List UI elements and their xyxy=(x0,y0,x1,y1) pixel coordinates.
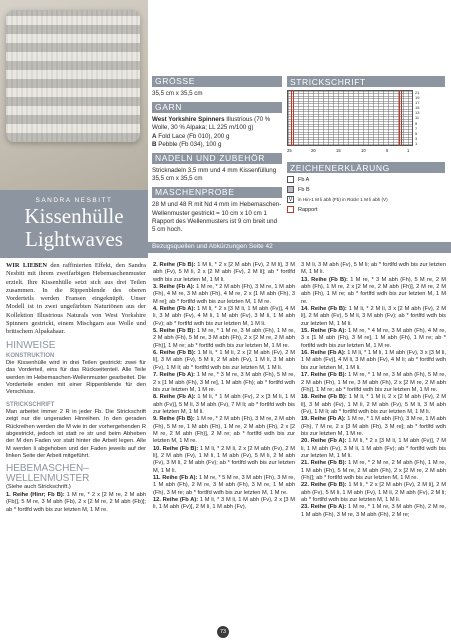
garn-heading: GARN xyxy=(152,102,282,113)
row-instruction: 12. Reihe (Fb A): 1 M li, * 3 M li, 1 M abh (Fv), 2 x [3 M li, 1 M abh (Fv)], 2 M li, 1 M abh (Fv), xyxy=(153,497,295,511)
chart-col-number: 15 xyxy=(336,148,341,153)
cushion-photo xyxy=(0,0,148,258)
text-column-3 xyxy=(301,262,446,519)
row-instruction: 23. Reihe (Fb A): 1 M re, * 1 M re, 3 M abh (Fh), 2 M re, 1 M abh (Fh), 3 M re, 3 M abh (Fh), 2 M re; xyxy=(301,504,446,518)
chart-col-number: 5 xyxy=(386,148,389,153)
row-instruction: 15. Reihe (Fb A): 1 M re, * 4 M re, 3 M abh (Fh), 4 M re, 3 x [1 M abh (Fh), 3 M re], 1 M abh (Fh), 1 M re; ab * fortlfd wdh bis zur letzten M, 1 M re. xyxy=(301,328,446,349)
square-grey-icon xyxy=(287,186,294,193)
row-instruction: 13. Reihe (Fb B): 1 M re, * 3 M abh (Fh), 5 M re, 2 M abh (Fh), 1 M re, 2 x [2 M re, 2 M abh (Fh)], 2 M re, 2 M abh (Fh), 1 M re; ab * fortlfd wdh bis zur letzten M, 1 M re. xyxy=(301,276,446,305)
row-instruction: 16. Reihe (Fb A): 1 M li, * 1 M li, 1 M abh (Fv), 3 x [3 M li, 1 M abh (Fv)], 4 M li, 3 M abh (Fv), 4 M li; ab * fortlfd wdh bis zur letzten M, 1 M li. xyxy=(301,350,446,371)
chart-row-number: 17 xyxy=(415,100,420,106)
materials-info xyxy=(152,72,282,236)
chart-row-number: 21 xyxy=(415,90,420,95)
chart-row-number: 15 xyxy=(415,105,420,111)
row-instruction: 10. Reihe (Fb B): 1 M li, * 2 M li, 2 x [2 M abh (Fv), 2 M li], 2 M abh (Fv), 1 M li, 1 M abh (Fv), 5 M li, 2 M abh (Fv), 3 M li, 2 M abh (Fv); ab * fortlfd wdh bis zur letzten M, 1 M li. xyxy=(153,445,295,474)
zeichen-heading: ZEICHENERKLÄRUNG xyxy=(287,162,445,173)
wellen-heading-1: HEBEMASCHEN– xyxy=(6,463,89,475)
row-instruction: 14. Reihe (Fb B): 1 M li, * 2 M li, 3 x [2 M abh (Fv), 2 M li], 2 M abh (Fv), 5 M li, 3 M abh (Fv); ab * fortlfd wdh bis zur letzten M, 1 M li. xyxy=(301,306,446,327)
chart-grid xyxy=(287,90,413,146)
chart-row-number: 19 xyxy=(415,95,420,101)
row-instruction: 4. Reihe (Fb A): 1 M li, * 2 x [3 M li, 1 M abh (Fv)], 4 M li, 3 M abh (Fv), 4 M li, 1 M abh (Fv), 3 M li, 1 M abh (Fv); ab * fortlfd wdh bis zur letzten M, 1 M li. xyxy=(153,306,296,327)
nadeln-text: Stricknadeln 3,5 mm und 4 mm Kissenfüllung 35,5 cm x 35,5 cm xyxy=(152,167,277,183)
slip-stitch-icon: V xyxy=(288,197,293,203)
strickschrift-heading: STRICKSCHRIFT xyxy=(287,76,445,87)
legend-rapport: Rapport xyxy=(287,206,445,213)
rapport-line-right xyxy=(399,90,402,146)
bezugsquellen-bar: Bezugsquellen und Abkürzungen Seite 42 xyxy=(148,242,451,253)
legend xyxy=(287,162,445,213)
row-instruction: 11. Reihe (Fb A): 1 M re, * 5 M re, 3 M abh (Fh), 3 M re, 1 M abh (Fh), 2 M re, 3 M abh (Fh), 3 M re, 1 M abh (Fh), 3 M re; ab * fortlfd wdh bis zur letzten M, 1 M re. xyxy=(153,474,295,496)
strickschrift-subheading: STRICKSCHRIFT xyxy=(6,401,55,408)
chart-row-number: 3 xyxy=(415,135,418,141)
wellen-heading-2: WELLENMUSTER xyxy=(6,473,90,485)
row-instruction: 6. Reihe (Fb B): 1 M li, * 1 M li, 2 x [2 M abh (Fv), 2 M li], 3 M abh (Fv), 5 M li, 2 M abh (Fv), 1 M li, 3 M abh (Fv), 1 M li; ab * fortlfd wdh bis zur letzten M, 1 M li. xyxy=(153,350,296,371)
knitting-chart xyxy=(287,90,427,153)
row-instruction: 9. Reihe (Fb B): 1 M re, * 2 M abh (Fh), 3 M re, 2 M abh (Fh), 5 M re, 1 M abh (Fh), 1 M re, 2 M abh (Fh), 2 x [2 M re, 2 M abh (Fh)], 2 M re; ab * fortlfd wdh bis zur letzten M, 1 M re. xyxy=(153,416,295,445)
row-instruction: 2. Reihe (Fb B): 1 M li, * 2 x [2 M abh (Fv), 2 M li], 3 M abh (Fv), 5 M li, 2 x [2 M abh (Fv), 2 M li]; ab * fortlfd wdh bis zur letzten M, 1 M li. xyxy=(153,262,296,283)
maschenprobe-text: 28 M und 48 R mit Nd 4 mm im Hebemaschen-Wellenmuster gestrickt = 10 cm x 10 cm 1 Rapport des Wellenmusters ist 9 cm breit und 5 cm hoch. xyxy=(152,201,282,234)
konstruktion-text: Die Kissenhülle wird in drei Teilen gestrickt: zwei für das Vorderteil, eins für das Rückseitenteil. Alle Teile werden im Hebemaschen-Wellenmuster gearbeitet. Die Vorderteile enden mit einer Rippenblende für den Verschluss. xyxy=(6,360,146,396)
text-column-2 xyxy=(153,262,295,512)
chart-row-numbers xyxy=(415,90,419,146)
row-instruction: 18. Reihe (Fb B): 1 M li, * 1 M li, 2 x [2 M abh (Fv), 2 M li], 3 M abh (Fv), 1 M li, 2 M abh (Fv), 5 M li, 3 M abh (Fv), 1 M li; ab * fortlfd wdh bis zur letzten M, 1 M li. xyxy=(301,394,446,415)
maschenprobe-heading: MASCHENPROBE xyxy=(152,187,282,198)
nadeln-heading: NADELN UND ZUBEHÖR xyxy=(152,153,282,164)
legend-fb-a: Fb A xyxy=(287,176,445,183)
rapport-icon xyxy=(287,206,294,213)
row-instruction: 21. Reihe (Fb B): 1 M re, * 2 M re, 2 M abh (Fh), 1 M re, 1 M abh (Fh), 5 M re, 2 M abh (Fh), 2 x [2 M re, 2 M abh (Fh)]; ab * fortlfd wdh bis zur letzten M, 1 M re. xyxy=(301,460,446,481)
pattern-title-line2: Lightwaves xyxy=(25,227,123,251)
pattern-title-line1: Kissenhülle xyxy=(24,204,124,228)
hinweise-heading: HINWEISE xyxy=(6,339,56,351)
chart-row-number: 1 xyxy=(415,140,418,146)
row-instruction: 20. Reihe (Fb A): 1 M li, * 2 x [3 M li, 1 M abh (Fv)], 7 M li, 1 M abh (Fv), 3 M li, 1 M abh (Fv); ab * fortlfd wdh bis zur letzten M, 1 M li. xyxy=(301,438,446,459)
chart-col-number: 10 xyxy=(361,148,366,153)
row-instruction: 17. Reihe (Fb B): 1 M re, * 1 M re, 3 M abh (Fh), 5 M re, 2 M abh (Fh), 1 M re, 3 M abh (Fh), 2 x [2 M re, 2 M abh (Fh)], 1 M re; ab * fortlfd wdh bis zur letzten M, 1 M re. xyxy=(301,372,446,393)
chart-column xyxy=(287,72,445,216)
square-white-icon xyxy=(287,176,294,183)
konstruktion-heading: KONSTRUKTION xyxy=(6,352,55,359)
groesse-text: 35,5 cm x 35,5 cm xyxy=(152,90,203,97)
row-1-instruction: 1. Reihe (Hinr; Fb B): 1 M re, * 2 x [2 M re, 2 M abh (Fb)], 5 M re, 3 M abh (Fb), 2 x [2 M re, 2 M abh (Fb)]; ab * fortlfd wdh bis zur letzten M, 1 M re. xyxy=(6,491,146,513)
chart-col-number: 25 xyxy=(287,148,292,153)
intro-paragraph: WIR LIEBEN den raffinierten Effekt, den Sandra Nesbitt mit ihrem zweifarbigen Hebemaschenmuster erzielt. Ihre Kissenhülle setzt sich aus drei Teilen zusammen. In die Rippenblende des oberen Vorderteils werden Fransen eingeknüpft. Unser Modell ist in zwei ungefärbten Naturtönen aus der Kollektion Illustrious Naturals von West Yorkshire Spinners gestrickt, einem Mischgarn aus Wolle und britischem Alpakahaar. xyxy=(6,262,146,336)
chart-row-number: 5 xyxy=(415,130,418,136)
legend-slip: V in Hin-1 M li abh (Fb) in Rückr 1 M li abh (V) xyxy=(288,197,388,203)
chart-row-number: 7 xyxy=(415,125,418,131)
row-instruction: 8. Reihe (Fb A): 1 M li, * 1 M abh (Fv), 2 x [3 M li, 1 M abh (Fv)], 5 M li, 3 M abh (Fv), 7 M li; ab * fortlfd wdh bis zur letzten M, 1 M li. xyxy=(153,394,295,415)
row-instruction: 5. Reihe (Fb B): 1 M re, * 1 M re, 3 M abh (Fh), 1 M re, 2 M abh (Fh), 5 M re, 3 M abh (Fh), 2 x [2 M re, 2 M abh (Fh)], 1 M re; ab * fortlfd wdh bis zur letzten M, 1 M re. xyxy=(153,328,295,349)
row-12-continuation: 3 M li, 3 M abh (Fv), 5 M li; ab * fortlfd wdh bis zur letzten M, 1 M li. xyxy=(301,262,446,276)
chart-row-number: 9 xyxy=(415,120,418,126)
rapport-line-left xyxy=(291,90,294,146)
chart-col-number: 20 xyxy=(311,148,316,153)
row-instruction: 22. Reihe (Fb B): 1 M li, * 2 x [2 M abh (Fv), 2 M li], 2 M abh (Fv), 5 M li, 1 M abh (Fv), 1 M li, 2 M abh (Fv), 2 M li; ab * fortlfd wdh bis zur letzten M, 1 M li. xyxy=(301,482,446,503)
row-instruction: 3. Reihe (Fb A): 1 M re, * 2 M abh (Fh), 3 M re, 1 M abh (Fh), 4 M re, 3 M abh (Fh), 4 M re, 2 x [1 M abh (Fh), 3 M re]; ab * fortlfd wdh bis zur letzten M, 1 M re. xyxy=(153,284,296,305)
wellen-intro: (Siehe auch Strickschrift.) xyxy=(6,484,71,491)
row-instruction: 7. Reihe (Fb A): 1 M re, * 3 M re, 3 M abh (Fh), 5 M re, 2 x [1 M abh (Fh), 3 M re], 1 M abh (Fh); ab * fortlfd wdh bis zur letzten M, 1 M re. xyxy=(153,372,295,393)
page-number: 73 xyxy=(217,626,229,638)
groesse-heading: GRÖSSE xyxy=(152,76,282,87)
text-column-1 xyxy=(6,262,146,514)
garn-text: West Yorkshire Spinners Illustrious (70 % Wolle, 30 % Alpaka; LL 225 m/100 g) A Fold Lace (Fb 010), 200 g B Pebble (Fb 034), 100 g xyxy=(152,116,271,148)
pattern-title-block xyxy=(0,197,148,250)
legend-fb-b: Fb B xyxy=(287,186,445,193)
strickschrift-text: Man arbeitet immer 2 R in jeder Fb. Die Strickschrift zeigt nur die ungeraden Hinreihen. In den geraden Rückreihen werden die M wie in der vorhergehenden R abgestrickt, jedoch ist statt re str und beim Abheben der M den Faden vor statt hinter die Arbeit legen. Alle M werden li abgehoben und der Faden jeweils auf der linken Seite der Arbeit mitgeführt. xyxy=(6,409,146,460)
chart-col-number: 1 xyxy=(407,148,410,153)
chart-row-number: 11 xyxy=(415,115,420,121)
row-instruction: 19. Reihe (Fb A): 1 M re, * 1 M abh (Fh), 3 M re, 1 M abh (Fh), 7 M re, 2 x [3 M abh (Fh), 3 M re]; ab * fortlfd wdh bis zur letzten M, 1 M re. xyxy=(301,416,446,437)
chart-row-number: 13 xyxy=(415,110,420,116)
designer-name: SANDRA NESBITT xyxy=(35,197,113,204)
